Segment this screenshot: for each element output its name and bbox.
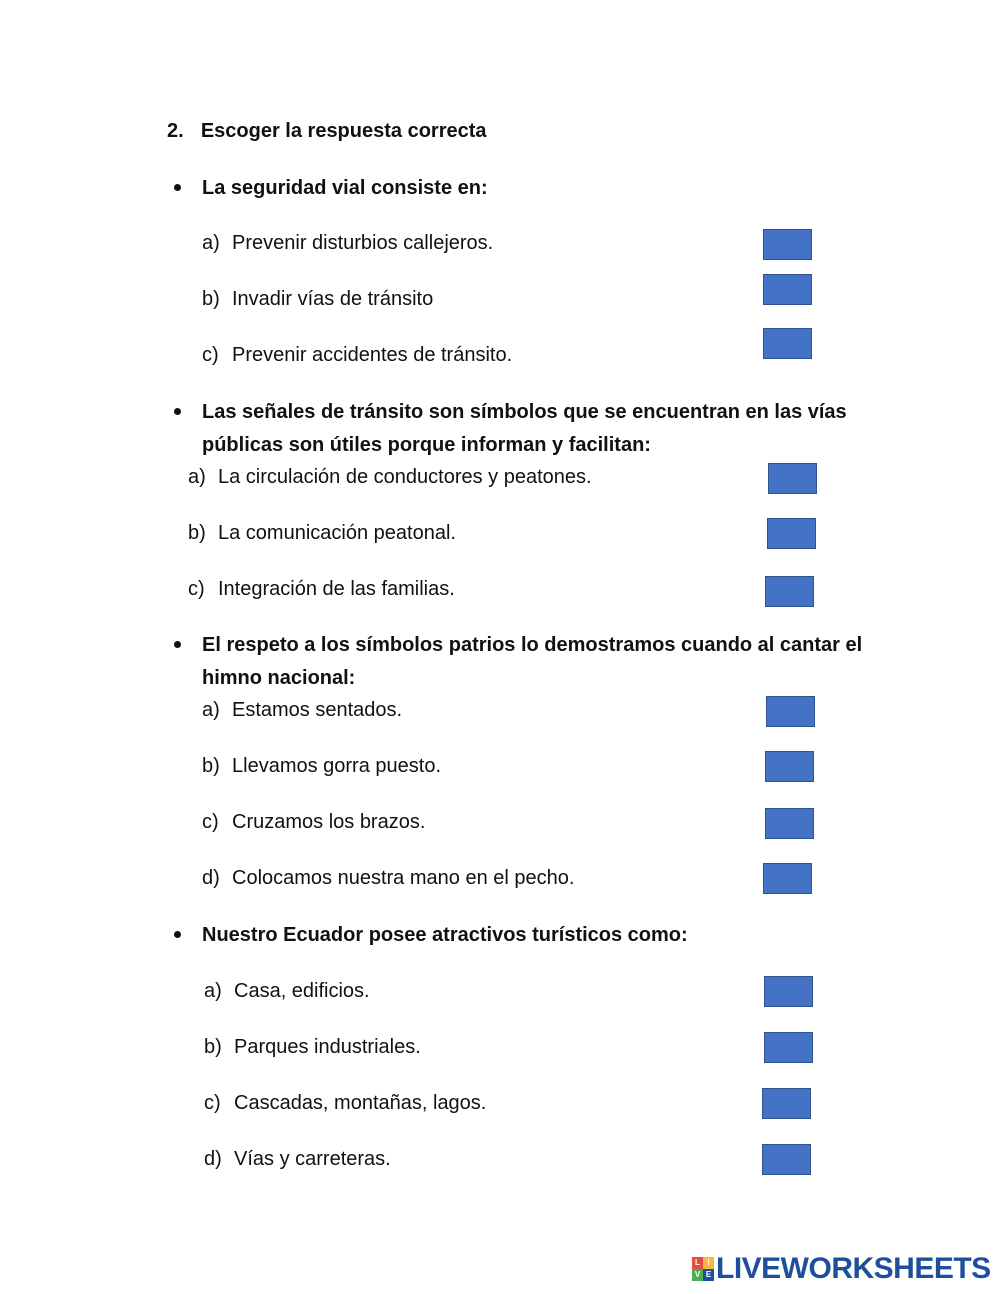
option-letter: d) bbox=[204, 1148, 222, 1170]
option-text: Llevamos gorra puesto. bbox=[232, 755, 442, 777]
option-letter: b) bbox=[204, 1036, 222, 1058]
option-letter: c) bbox=[202, 344, 219, 366]
answer-box[interactable] bbox=[764, 976, 813, 1007]
section-title: Escoger la respuesta correcta bbox=[200, 120, 487, 142]
answer-box[interactable] bbox=[764, 1032, 813, 1063]
question-text: Nuestro Ecuador posee atractivos turísticos como: bbox=[202, 924, 688, 946]
option-text: Vías y carreteras. bbox=[234, 1148, 391, 1170]
liveworksheets-logo[interactable] bbox=[692, 1252, 991, 1285]
option-text: Parques industriales. bbox=[234, 1036, 421, 1058]
answer-box[interactable] bbox=[765, 751, 814, 782]
option-text: Invadir vías de tránsito bbox=[232, 288, 434, 310]
option-row bbox=[202, 866, 574, 890]
option-letter: a) bbox=[204, 980, 222, 1002]
option-row bbox=[204, 1035, 421, 1059]
option-text: Integración de las familias. bbox=[218, 578, 455, 600]
answer-box[interactable] bbox=[762, 1144, 811, 1175]
option-letter: c) bbox=[188, 578, 205, 600]
option-text: Casa, edificios. bbox=[234, 980, 370, 1002]
option-row bbox=[188, 521, 456, 545]
option-letter: c) bbox=[204, 1092, 221, 1114]
option-text: Prevenir accidentes de tránsito. bbox=[232, 344, 513, 366]
badge-letter: L bbox=[692, 1257, 703, 1269]
answer-box[interactable] bbox=[768, 463, 817, 494]
option-text: Estamos sentados. bbox=[232, 699, 403, 721]
logo-badge-icon bbox=[692, 1257, 714, 1281]
answer-box[interactable] bbox=[767, 518, 816, 549]
option-text: Colocamos nuestra mano en el pecho. bbox=[232, 867, 575, 889]
option-letter: b) bbox=[202, 755, 220, 777]
option-letter: b) bbox=[188, 522, 206, 544]
option-letter: a) bbox=[202, 232, 220, 254]
option-row bbox=[202, 287, 433, 311]
bullet-icon bbox=[174, 641, 181, 648]
question-text: Las señales de tránsito son símbolos que se encuentran en las vías bbox=[202, 401, 847, 423]
option-text: Prevenir disturbios callejeros. bbox=[232, 232, 494, 254]
option-letter: d) bbox=[202, 867, 220, 889]
answer-box[interactable] bbox=[763, 328, 812, 359]
badge-letter: V bbox=[692, 1269, 703, 1281]
option-letter: a) bbox=[188, 466, 206, 488]
answer-box[interactable] bbox=[763, 274, 812, 305]
option-letter: c) bbox=[202, 811, 219, 833]
answer-box[interactable] bbox=[765, 576, 814, 607]
answer-box[interactable] bbox=[766, 696, 815, 727]
option-letter: b) bbox=[202, 288, 220, 310]
logo-text: LIVEWORKSHEETS bbox=[716, 1252, 991, 1285]
option-row bbox=[202, 231, 493, 255]
bullet-icon bbox=[174, 408, 181, 415]
option-row bbox=[204, 1091, 486, 1115]
badge-letter: I bbox=[703, 1257, 714, 1269]
answer-box[interactable] bbox=[762, 1088, 811, 1119]
option-letter: a) bbox=[202, 699, 220, 721]
option-text: La comunicación peatonal. bbox=[218, 522, 456, 544]
answer-box[interactable] bbox=[763, 863, 812, 894]
question-text: La seguridad vial consiste en: bbox=[202, 177, 488, 199]
option-row bbox=[188, 577, 455, 601]
option-row bbox=[204, 1147, 391, 1171]
question-text: El respeto a los símbolos patrios lo demostramos cuando al cantar el bbox=[202, 634, 863, 656]
option-text: La circulación de conductores y peatones. bbox=[218, 466, 592, 488]
bullet-icon bbox=[174, 931, 181, 938]
option-row bbox=[202, 343, 512, 367]
section-number: 2. bbox=[167, 120, 184, 142]
option-row bbox=[188, 465, 592, 489]
answer-box[interactable] bbox=[763, 229, 812, 260]
option-text: Cascadas, montañas, lagos. bbox=[234, 1092, 487, 1114]
option-row bbox=[202, 754, 441, 778]
option-row bbox=[204, 979, 370, 1003]
question-text-continued: himno nacional: bbox=[202, 667, 356, 689]
option-text: Cruzamos los brazos. bbox=[232, 811, 426, 833]
badge-letter: E bbox=[703, 1269, 714, 1281]
section-heading bbox=[167, 119, 487, 143]
option-row bbox=[202, 810, 425, 834]
question-text-continued: públicas son útiles porque informan y facilitan: bbox=[202, 434, 651, 456]
answer-box[interactable] bbox=[765, 808, 814, 839]
bullet-icon bbox=[174, 184, 181, 191]
option-row bbox=[202, 698, 402, 722]
